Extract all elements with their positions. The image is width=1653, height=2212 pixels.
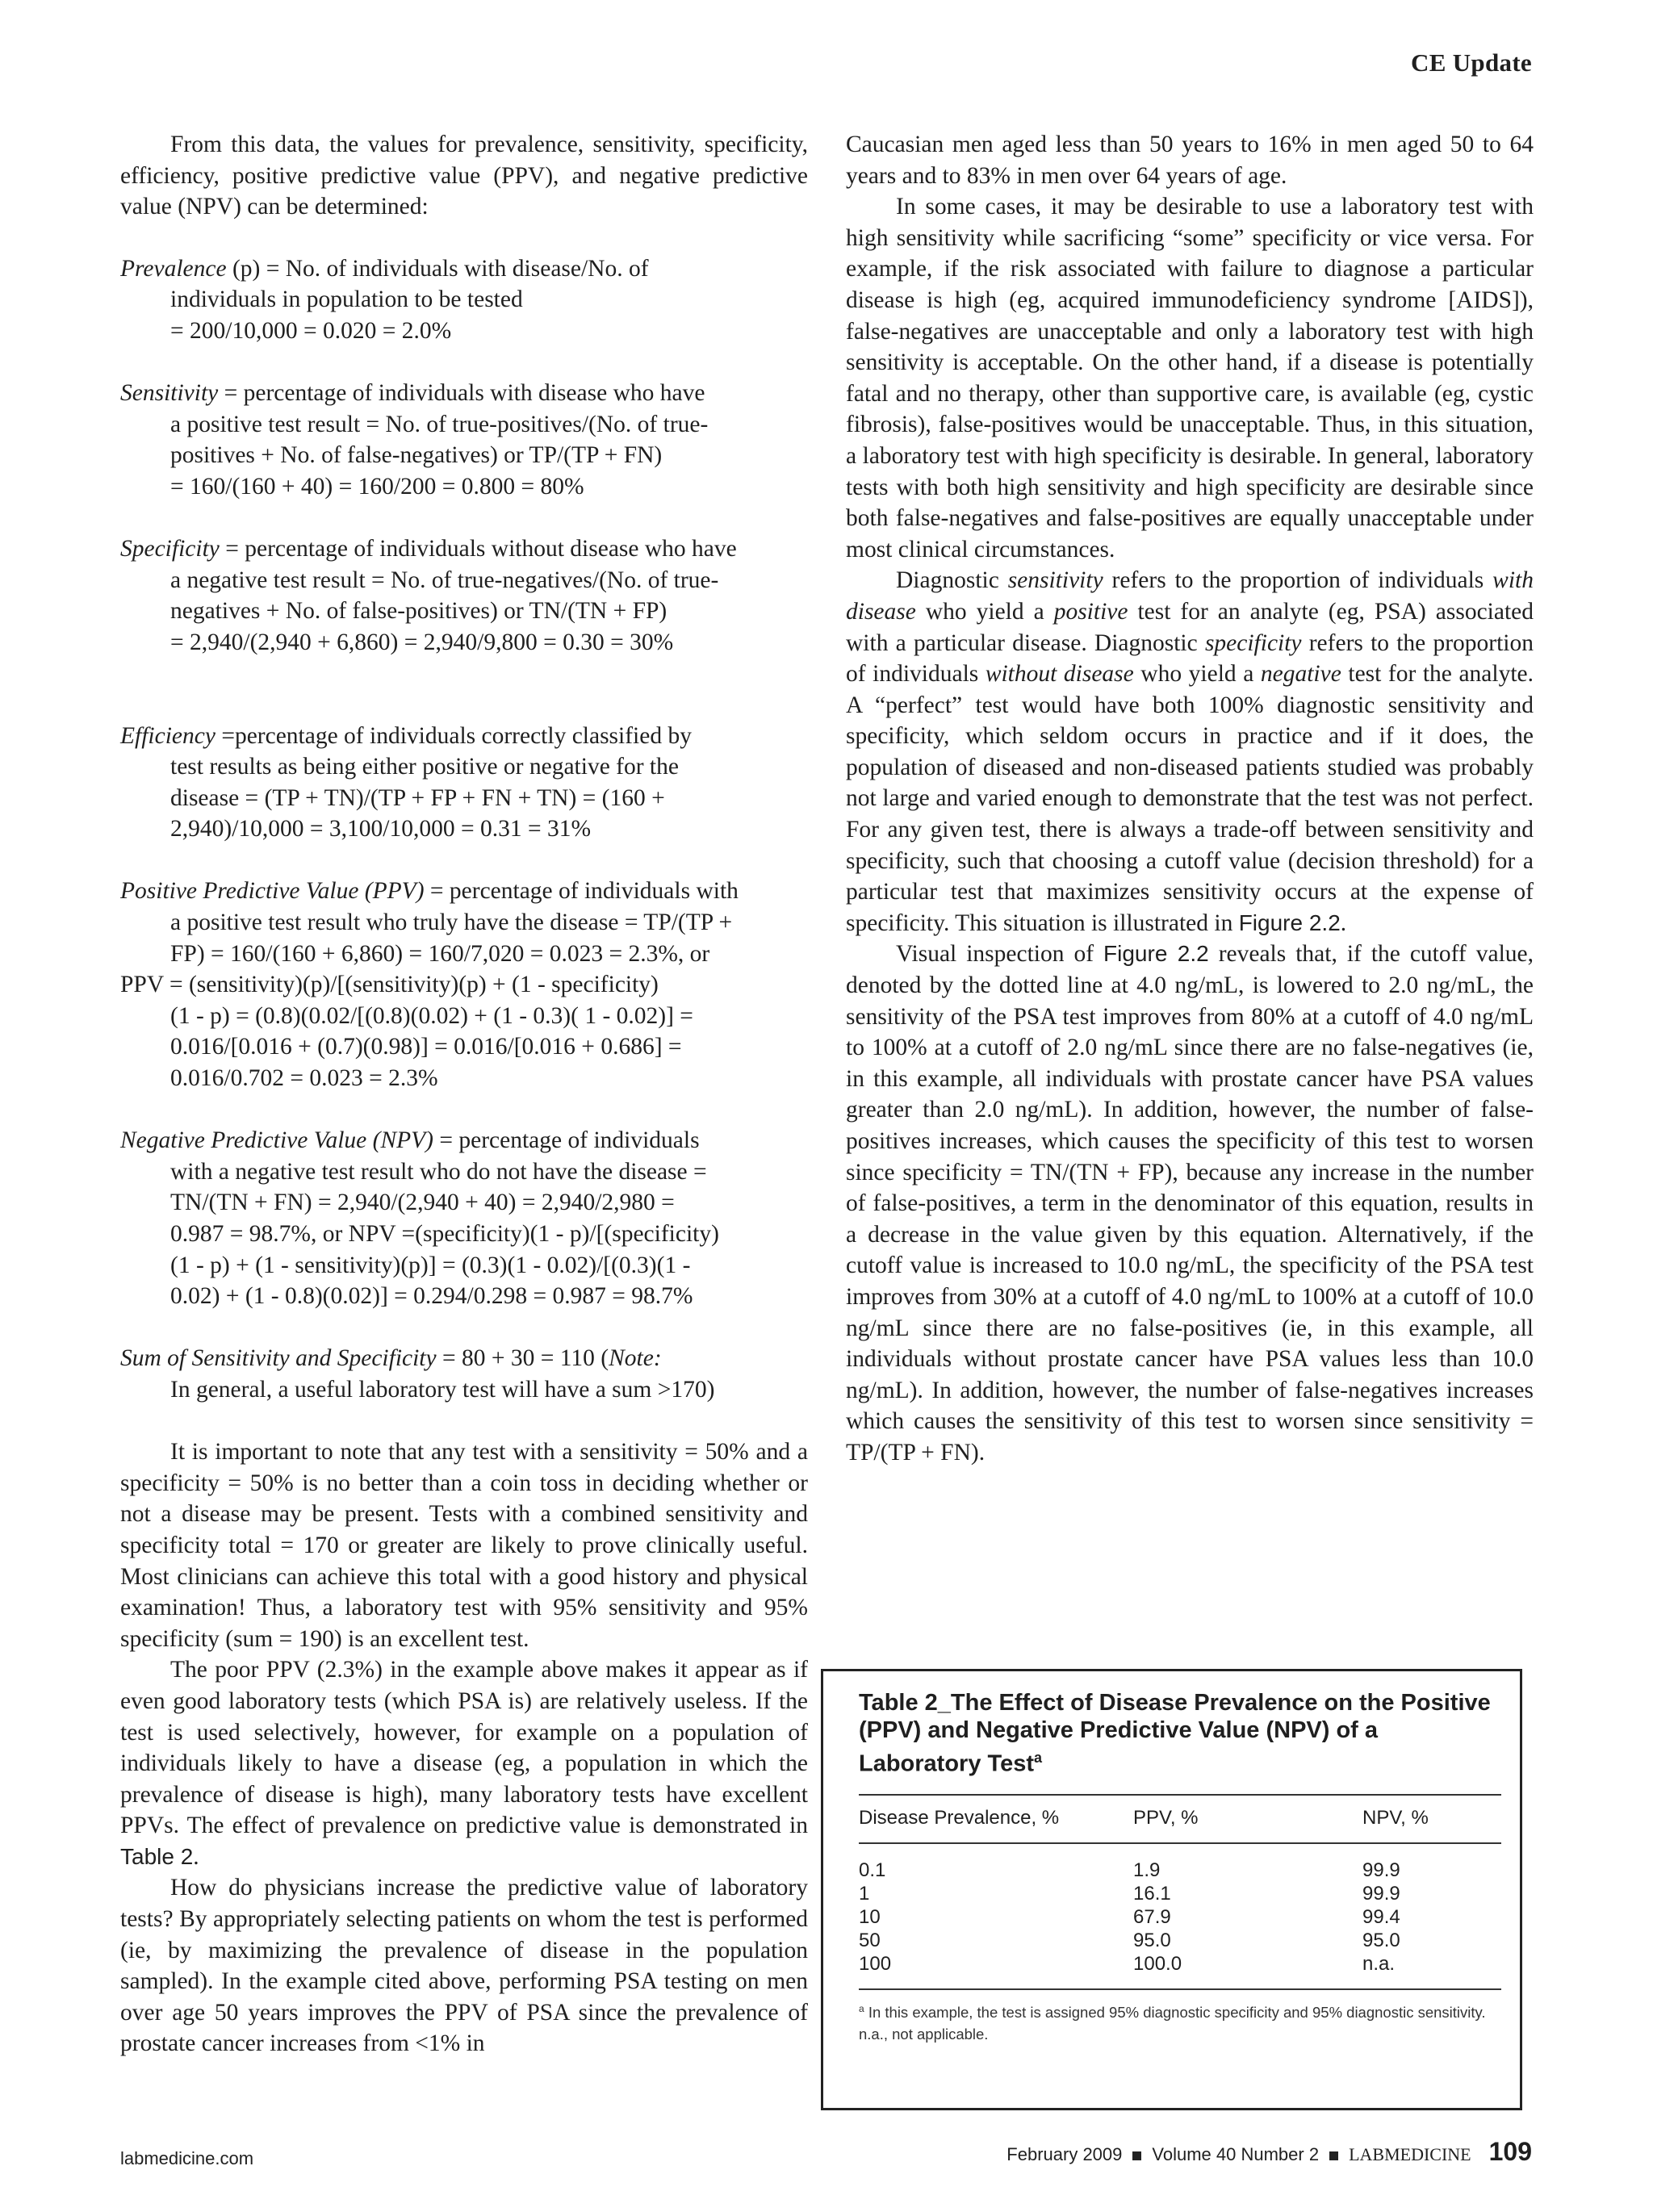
table-body xyxy=(859,1844,1501,1988)
term: Prevalence xyxy=(120,255,227,282)
issue-date: February 2009 xyxy=(1006,2144,1123,2164)
definition-sum xyxy=(120,1343,808,1405)
line: test results as being either positive or negative for the xyxy=(170,754,679,780)
table-row xyxy=(859,1952,1501,1976)
line: positives + No. of false-negatives) or TP/(TP + FN) xyxy=(170,442,663,469)
line: a positive test result = No. of true-positives/(No. of true- xyxy=(170,411,709,437)
column-header: PPV, % xyxy=(1133,1806,1199,1829)
figure-reference-link[interactable]: Figure 2.2 xyxy=(1103,941,1209,967)
line: (1 - p) + (1 - sensitivity)(p)] = (0.3)(1 - 0.02)/[(0.3)(1 - xyxy=(170,1252,691,1278)
text: who yield a xyxy=(915,598,1054,625)
definition-ppv xyxy=(120,876,808,1093)
cell: 1.9 xyxy=(1133,1859,1161,1881)
text: . xyxy=(1340,909,1347,936)
line: = 160/(160 + 40) = 160/200 = 0.800 = 80% xyxy=(170,473,584,500)
text: test for the analyte. A “perfect” test would have both 100% diagnostic sensitivity and specificity, which seldom occurs in practice and if it does, the population of diseased and non-diseased patients studied was probably not large and varied enough to demonstrate that the test was not perfect. For any given test, there is always a trade-off between sensitivity and specificity, such that choosing a cutoff value (decision threshold) for a particular test that maximizes sensitivity occurs at the expense of specificity. This situation is illustrated in xyxy=(846,661,1534,936)
text: test for an analyte (eg, PSA) associated with a particular disease. Diagnostic xyxy=(846,598,1534,656)
figure-reference-link[interactable]: Figure 2.2 xyxy=(1238,909,1341,935)
cell: 99.9 xyxy=(1362,1859,1400,1881)
line: = 2,940/(2,940 + 6,860) = 2,940/9,800 = 0.30 = 30% xyxy=(170,629,674,655)
definition-efficiency xyxy=(120,721,808,845)
line: with a negative test result who do not have the disease = xyxy=(170,1158,707,1185)
term: Specificity xyxy=(120,536,220,562)
term: Sensitivity xyxy=(120,380,219,407)
column-header: NPV, % xyxy=(1362,1806,1429,1829)
text: The poor PPV (2.3%) in the example above makes it appear as if even good laboratory tests (which PSA is) are relatively useless. If the test is used selectively, however, for example on a population of individuals likely to have a disease (eg, a population in which the prevalence of disease is high), many laboratory tests have excellent PPVs. The effect of prevalence on predictive value is demonstrated in xyxy=(120,1657,808,1839)
body-paragraph xyxy=(846,939,1534,1468)
line: 0.016/[0.016 + (0.7)(0.98)] = 0.016/[0.016 + 0.686] = xyxy=(170,1034,682,1060)
table-title-text: Table 2_The Effect of Disease Prevalence on the Positive (PPV) and Negative Predictive Value (NPV) of a Laboratory Test xyxy=(859,1690,1491,1777)
line: 0.016/0.702 = 0.023 = 2.3% xyxy=(170,1065,438,1092)
line: a negative test result = No. of true-negatives/(No. of true- xyxy=(170,567,719,593)
footer-citation xyxy=(1006,2137,1532,2167)
text: Diagnostic xyxy=(896,567,1008,594)
emphasis: positive xyxy=(1053,598,1128,625)
line: = 80 + 30 = 110 ( xyxy=(436,1345,609,1372)
line: = percentage of individuals without disease who have xyxy=(219,536,737,562)
line: 0.987 = 98.7%, or NPV =(specificity)(1 - p)/[(specificity) xyxy=(170,1221,719,1247)
table-2 xyxy=(821,1669,1522,2110)
emphasis: sensitivity xyxy=(1007,567,1103,594)
text: Visual inspection of xyxy=(896,941,1104,968)
cell: 99.9 xyxy=(1362,1882,1400,1905)
cell: 100.0 xyxy=(1133,1952,1182,1975)
line: 2,940)/10,000 = 3,100/10,000 = 0.31 = 31% xyxy=(170,816,592,843)
cell: 10 xyxy=(859,1905,881,1928)
cell: n.a. xyxy=(1362,1952,1396,1975)
definition-specificity xyxy=(120,533,808,658)
right-column xyxy=(846,129,1534,1469)
line: = percentage of individuals with disease who have xyxy=(218,380,705,407)
cell: 95.0 xyxy=(1133,1929,1171,1951)
text: who yield a xyxy=(1133,661,1261,688)
line: = percentage of individuals with xyxy=(424,878,739,905)
cell: 50 xyxy=(859,1929,881,1951)
cell: 100 xyxy=(859,1952,892,1975)
definition-prevalence xyxy=(120,253,808,347)
line: disease = (TP + TN)/(TP + FP + FN + TN) = (160 + xyxy=(170,784,665,811)
text: . xyxy=(193,1843,199,1870)
line: (1 - p) = (0.8)(0.02/[(0.8)(0.02) + (1 - 0.3)( 1 - 0.02)] = xyxy=(170,1002,693,1029)
term: Positive Predictive Value (PPV) xyxy=(120,878,425,905)
text: refers to the proportion of individuals xyxy=(1103,567,1493,594)
text: reveals that, if the cutoff value, denoted by the dotted line at 4.0 ng/mL, is lowered to 2.0 ng/mL, the sensitivity of the PSA test improves from 80% at a cutoff of 4.0 ng/mL to 100% at a cutoff of 2.0 ng/mL since there are no false-negatives (ie, in this example, all individuals with prostate cancer have PSA values greater than 2.0 ng/mL). In addition, however, the number of false-positives increases, which causes the specificity of this test to worsen since specificity = TN/(TN + FP), because any increase in the number of false-positives, a term in the denominator of this equation, results in a decrease in the value given by this equation. Alternatively, if the cutoff value is increased to 10.0 ng/mL, the specificity of the PSA test improves from 30% at a cutoff of 4.0 ng/mL to 100% at a cutoff of 10.0 ng/mL since there are no false-positives (ie, in this example, all individuals without prostate cancer have PSA values less than 10.0 ng/mL). In addition, however, the number of false-negatives increases which causes the sensitivity of this test to worsen since sensitivity = TP/(TP + FN). xyxy=(846,941,1534,1466)
column-header: Disease Prevalence, % xyxy=(859,1806,1060,1829)
emphasis: without disease xyxy=(985,661,1134,688)
emphasis: specificity xyxy=(1204,629,1302,656)
line: = 200/10,000 = 0.020 = 2.0% xyxy=(170,317,452,344)
line: individuals in population to be tested xyxy=(170,286,523,313)
term: Efficiency xyxy=(120,722,216,749)
cell: 95.0 xyxy=(1362,1929,1400,1951)
text: refers to the proportion of individuals xyxy=(846,629,1534,688)
volume: Volume 40 Number 2 xyxy=(1152,2144,1320,2164)
left-column xyxy=(120,129,808,2059)
term: Negative Predictive Value (NPV) xyxy=(120,1127,433,1154)
table-title xyxy=(859,1689,1501,1778)
note-word: Note: xyxy=(609,1345,662,1372)
body-paragraph xyxy=(120,1654,808,1872)
table-row xyxy=(859,1929,1501,1952)
line: = percentage of individuals xyxy=(433,1127,700,1154)
table-row xyxy=(859,1905,1501,1929)
body-paragraph: Caucasian men aged less than 50 years to 16% in men aged 50 to 64 years and to 83% in men over 64 years of age. xyxy=(846,132,1534,189)
line: =percentage of individuals correctly classified by xyxy=(215,722,692,749)
cell: 0.1 xyxy=(859,1859,886,1881)
line: (p) = No. of individuals with disease/No. of xyxy=(226,255,649,282)
definition-sensitivity xyxy=(120,378,808,502)
table-footnote xyxy=(859,1990,1501,2045)
cell: 1 xyxy=(859,1882,870,1905)
section-label: CE Update xyxy=(1411,48,1532,77)
emphasis: negative xyxy=(1260,661,1341,688)
journal-name: LABMEDICINE xyxy=(1349,2144,1471,2164)
line: FP) = 160/(160 + 6,860) = 160/7,020 = 0.023 = 2.3%, or xyxy=(170,940,710,967)
line: TN/(TN + FN) = 2,940/(2,940 + 40) = 2,940/2,980 = xyxy=(170,1190,675,1216)
footer-site-link[interactable]: labmedicine.com xyxy=(120,2148,254,2168)
table-header-row xyxy=(859,1796,1501,1842)
footnote-mark: a xyxy=(859,2002,864,2014)
line: negatives + No. of false-positives) or TN/(TN + FP) xyxy=(170,598,667,625)
emphasis: with disease xyxy=(846,567,1534,625)
square-bullet-icon xyxy=(1329,2151,1338,2160)
body-paragraph: It is important to note that any test with a sensitivity = 50% and a specificity = 50% is no better than a coin toss in deciding whether or not a disease may be present. Tests with a combined sensitivity and specificity total = 170 or greater are likely to prove clinically useful. Most clinicians can achieve this total with a good history and physical examination! Thus, a laboratory test with 95% sensitivity and 95% specificity (sum = 190) is an excellent test. xyxy=(120,1439,808,1652)
table-row xyxy=(859,1859,1501,1882)
body-paragraph: In some cases, it may be desirable to use a laboratory test with high sensitivity while sacrificing “some” specificity or vice versa. For example, if the risk associated with failure to diagnose a particular disease is high (eg, acquired immunodeficiency syndrome [AIDS]), false-negatives are unacceptable and only a laboratory test with high sensitivity is acceptable. On the other hand, if a disease is potentially fatal and no therapy, other than supportive care, is available (eg, cystic fibrosis), false-positives would be unacceptable. Thus, in this situation, a laboratory test with high specificity is desirable. In general, laboratory tests with both high sensitivity and high specificity are desirable since both false-negatives and false-positives are equally unacceptable under most clinical circumstances. xyxy=(846,194,1534,562)
cell: 16.1 xyxy=(1133,1882,1171,1905)
line: 0.02) + (1 - 0.8)(0.02)] = 0.294/0.298 = 0.987 = 98.7% xyxy=(170,1283,693,1310)
term: Sum of Sensitivity and Specificity xyxy=(120,1345,437,1372)
line: a positive test result who truly have the disease = TP/(TP + xyxy=(170,909,733,936)
table-reference-link[interactable]: Table 2 xyxy=(120,1843,194,1869)
intro-paragraph: From this data, the values for prevalence, sensitivity, specificity, efficiency, positive predictive value (PPV), and negative predictive value (NPV) can be determined: xyxy=(120,132,808,220)
table-title-footnote-mark: a xyxy=(1034,1750,1043,1766)
page-number: 109 xyxy=(1488,2137,1532,2166)
cell: 67.9 xyxy=(1133,1905,1171,1928)
square-bullet-icon xyxy=(1132,2151,1141,2160)
body-paragraph: How do physicians increase the predictive value of laboratory tests? By appropriately selecting patients on whom the test is performed (ie, by maximizing the prevalence of disease in the population sampled). In the example cited above, performing PSA testing on men over age 50 years improves the PPV of PSA since the prevalence of prostate cancer increases from <1% in xyxy=(120,1875,808,2057)
cell: 99.4 xyxy=(1362,1905,1400,1928)
footnote-text: n.a., not applicable. xyxy=(859,2025,989,2043)
line: PPV = (sensitivity)(p)/[(sensitivity)(p) + (1 - specificity) xyxy=(120,972,659,998)
definition-npv xyxy=(120,1125,808,1312)
footnote-text: In this example, the test is assigned 95% diagnostic specificity and 95% diagnostic sensitivity. xyxy=(864,2003,1486,2021)
table-row xyxy=(859,1882,1501,1905)
line: In general, a useful laboratory test will have a sum >170) xyxy=(170,1376,715,1403)
body-paragraph xyxy=(846,565,1534,939)
